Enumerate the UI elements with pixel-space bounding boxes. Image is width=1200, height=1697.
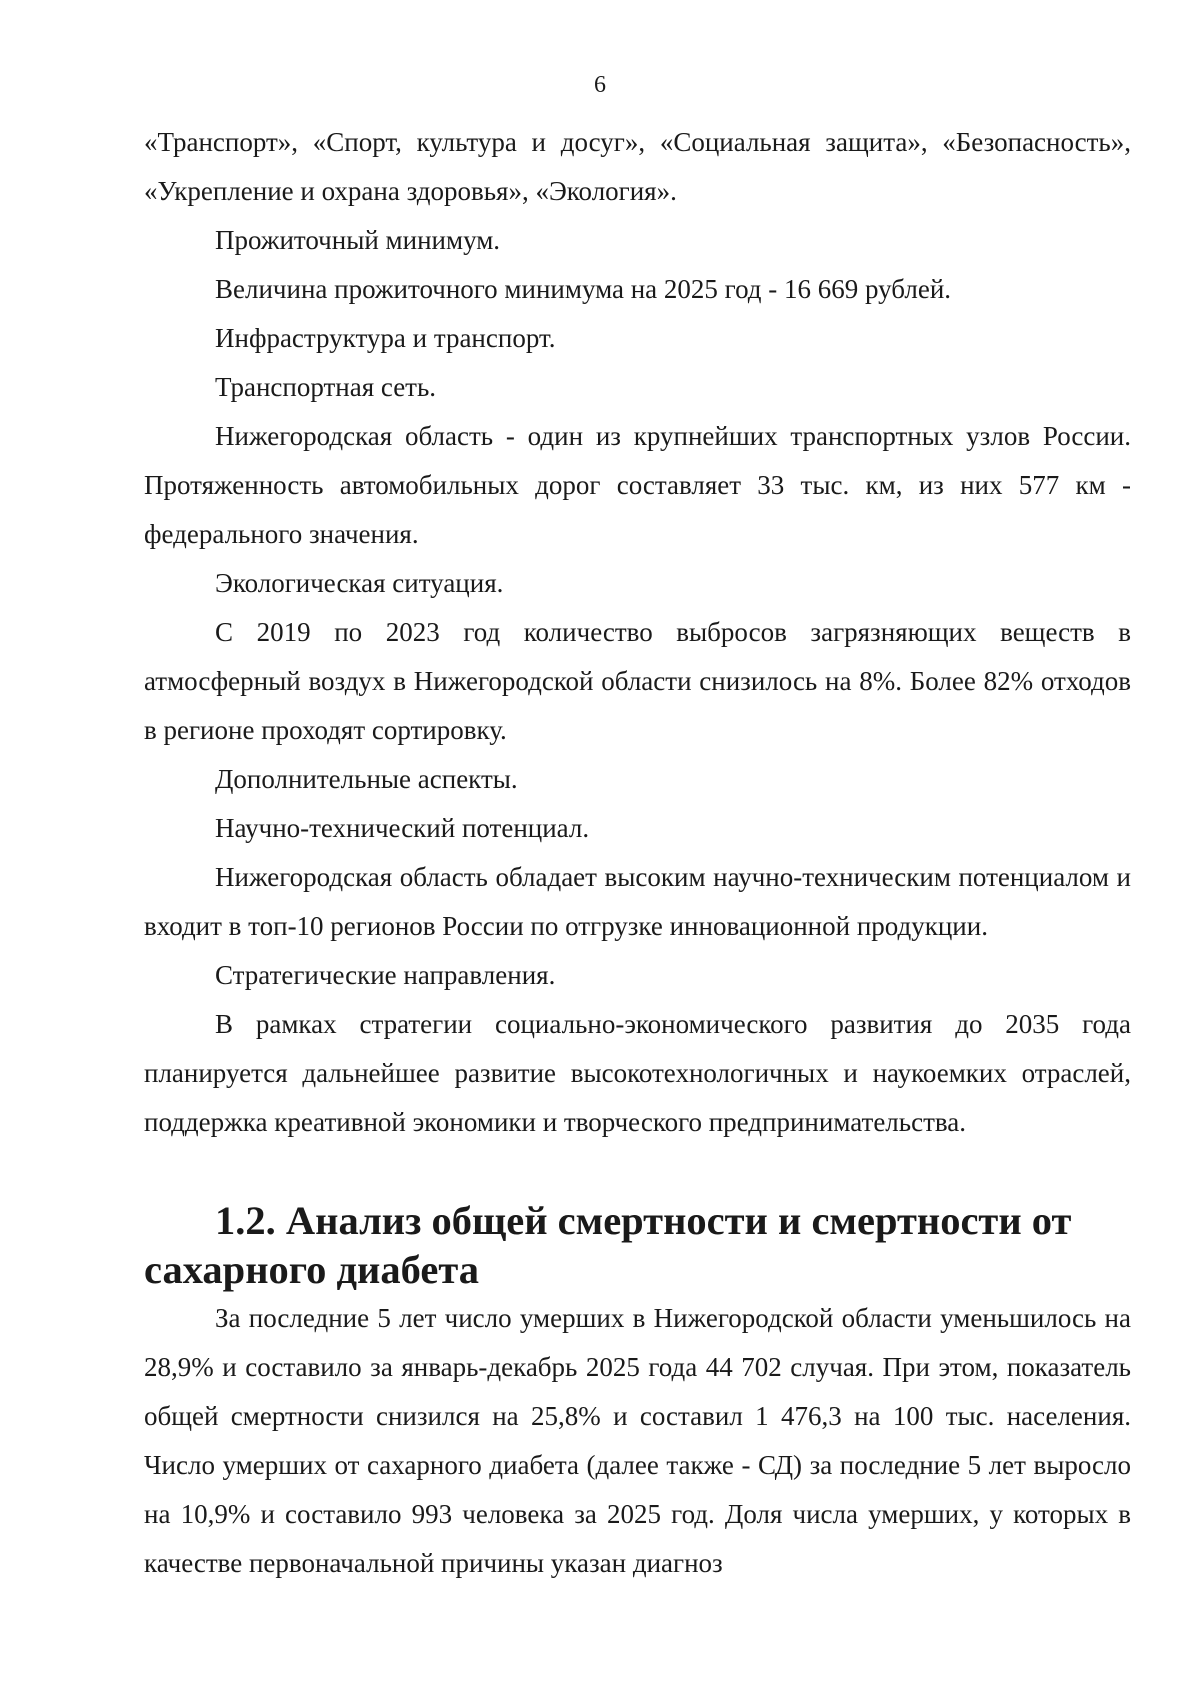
page-number: 6 (594, 72, 606, 98)
paragraph-living-wage-value: Величина прожиточного минимума на 2025 год - 16 669 рублей. (215, 274, 952, 304)
paragraph-strategy: В рамках стратегии социально-экономического развития до 2035 года планируется дальнейшее развитие высокотехнологичных и наукоемких отраслей, поддержка креативной экономики и творческого предпринимательства. (144, 1009, 1131, 1137)
subheading-strategic-directions: Стратегические направления. (215, 960, 556, 990)
document-body (144, 118, 1131, 1588)
paragraph-mortality-analysis: За последние 5 лет число умерших в Нижегородской области уменьшилось на 28,9% и составило за январь-декабрь 2025 года 44 702 случая. При этом, показатель общей смертности снизился на 25,8% и составил 1 476,3 на 100 тыс. населения. Число умерших от сахарного диабета (далее также - СД) за последние 5 лет выросло на 10,9% и составило 993 человека за 2025 год. Доля числа умерших, у которых в качестве первоначальной причины указан диагноз (144, 1303, 1131, 1578)
paragraph-scientific-potential: Нижегородская область обладает высоким научно-техническим потенциалом и входит в топ-10 регионов России по отгрузке инновационной продукции. (144, 862, 1131, 941)
subheading-ecology: Экологическая ситуация. (215, 568, 504, 598)
subheading-additional-aspects: Дополнительные аспекты. (215, 764, 518, 794)
subheading-infrastructure: Инфраструктура и транспорт. (215, 323, 556, 353)
paragraph-transport-network: Нижегородская область - один из крупнейших транспортных узлов России. Протяженность автомобильных дорог составляет 33 тыс. км, из них 577 км - федерального значения. (144, 421, 1131, 549)
subheading-scientific-potential: Научно-технический потенциал. (215, 813, 590, 843)
subheading-living-wage: Прожиточный минимум. (215, 225, 501, 255)
paragraph-program-list: «Транспорт», «Спорт, культура и досуг», «Социальная защита», «Безопасность», «Укрепление и охрана здоровья», «Экология». (144, 127, 1131, 206)
section-heading: 1.2. Анализ общей смертности и смертности от сахарного диабета (144, 1198, 1072, 1292)
subheading-transport-network: Транспортная сеть. (215, 372, 437, 402)
paragraph-ecology: С 2019 по 2023 год количество выбросов загрязняющих веществ в атмосферный воздух в Нижегородской области снизилось на 8%. Более 82% отходов в регионе проходят сортировку. (144, 617, 1131, 745)
